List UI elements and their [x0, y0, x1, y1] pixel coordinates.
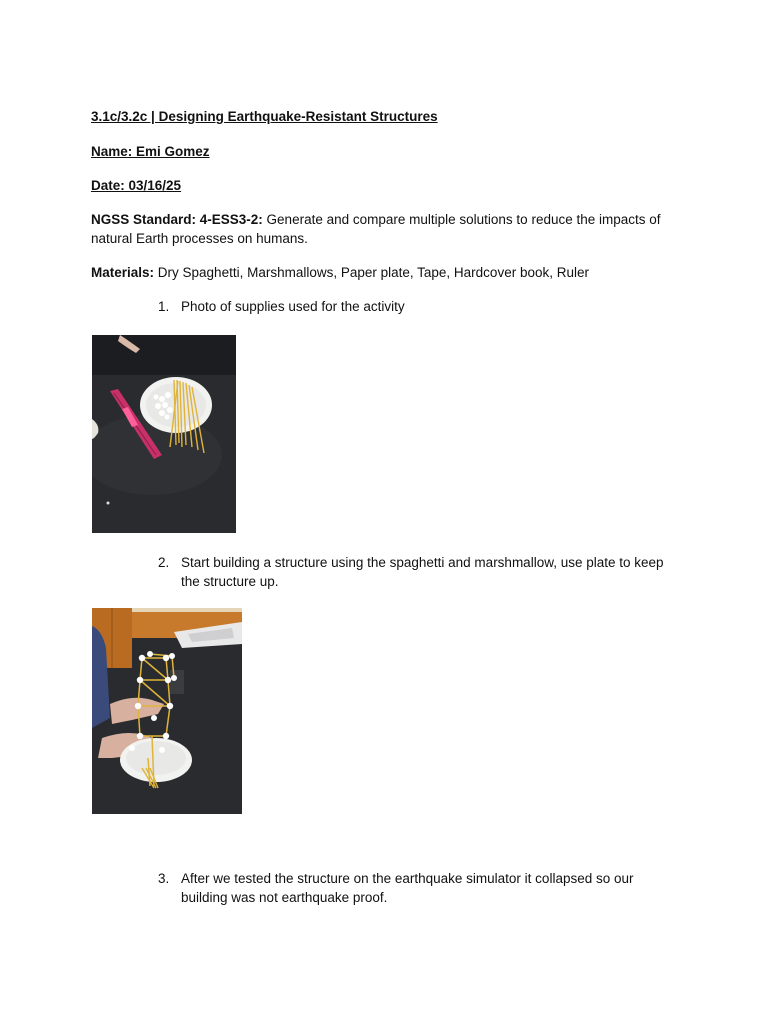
materials	[91, 263, 691, 282]
document-title: 3.1c/3.2c | Designing Earthquake-Resistant Structures	[91, 109, 438, 124]
step-2-number: 2.	[158, 555, 170, 570]
step-3	[158, 869, 678, 907]
supplies-photo-image	[92, 335, 236, 533]
document-date: Date: 03/16/25	[91, 178, 182, 193]
step-3-text: After we tested the structure on the earthquake simulator it collapsed so our building was not earthquake proof.	[181, 871, 634, 905]
ngss-standard-text: Generate and compare multiple solutions to reduce the impacts of natural Earth processes on humans.	[91, 212, 661, 246]
step-3-number: 3.	[158, 871, 170, 886]
step-1	[158, 297, 678, 316]
materials-text: Dry Spaghetti, Marshmallows, Paper plate, Tape, Hardcover book, Ruler	[154, 265, 589, 280]
ngss-standard	[91, 210, 691, 248]
step-1-text: Photo of supplies used for the activity	[181, 299, 405, 314]
structure-photo-image	[92, 608, 242, 814]
materials-label: Materials:	[91, 265, 155, 280]
step-2-text: Start building a structure using the spaghetti and marshmallow, use plate to keep the structure up.	[181, 555, 664, 589]
step-1-number: 1.	[158, 299, 170, 314]
step-2	[158, 553, 678, 591]
student-name: Name: Emi Gomez	[91, 144, 210, 159]
supplies-photo	[92, 335, 236, 533]
ngss-standard-label: NGSS Standard: 4-ESS3-2:	[91, 212, 263, 227]
structure-photo	[92, 608, 242, 814]
